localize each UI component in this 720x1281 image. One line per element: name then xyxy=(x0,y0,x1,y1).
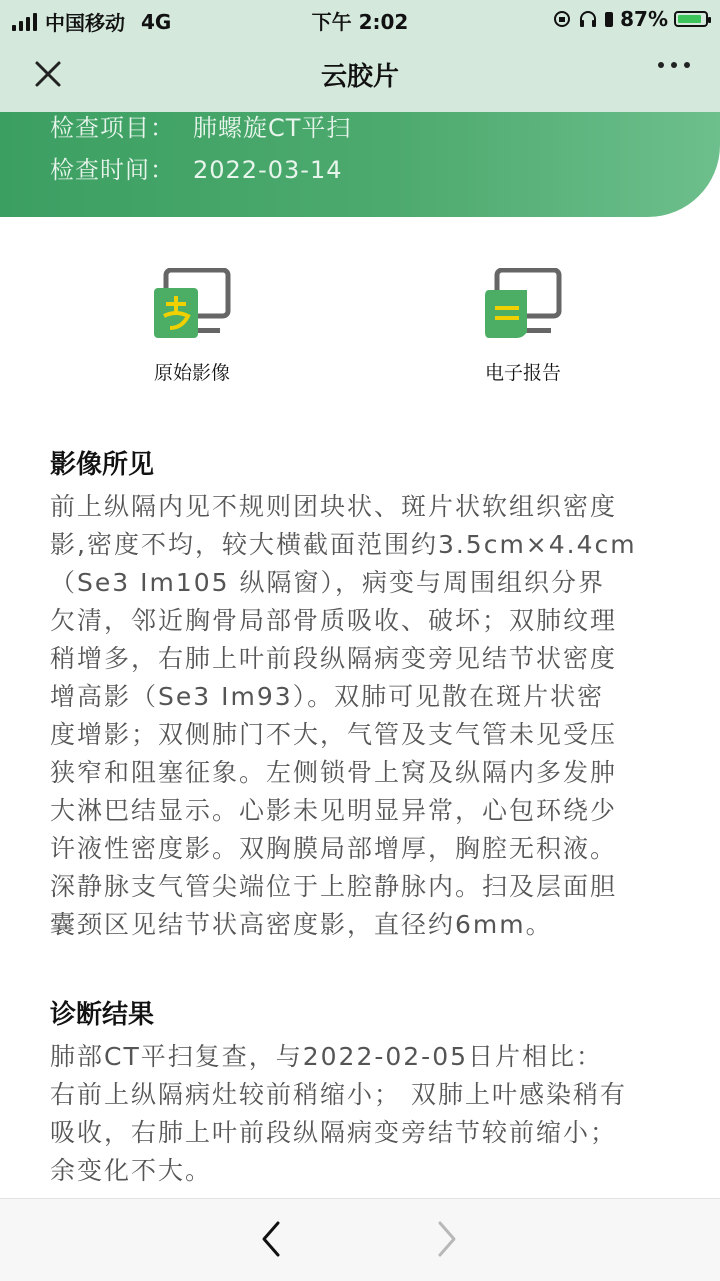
exam-item-label: 检查项目： xyxy=(50,114,175,142)
exam-time-label: 检查时间： xyxy=(50,156,175,184)
monitor-image-icon xyxy=(152,268,232,340)
findings-line: 狭窄和阻塞征象。左侧锁骨上窝及纵隔内多发肿 xyxy=(50,758,618,787)
findings-line: 度增影；双侧肺门不大，气管及支气管未见受压 xyxy=(50,720,618,749)
diagnosis-line: 吸收，右肺上叶前段纵隔病变旁结节较前缩小； xyxy=(50,1118,618,1147)
chevron-right-icon[interactable] xyxy=(432,1219,462,1259)
status-bar xyxy=(0,0,720,38)
findings-line: 大淋巴结显示。心影未见明显异常，心包环绕少 xyxy=(50,796,618,825)
findings-line: 前上纵隔内见不规则团块状、斑片状软组织密度 xyxy=(50,492,618,521)
page-title: 云胶片 xyxy=(320,62,399,92)
findings-line: 囊颈区见结节状高密度影，直径约6mm。 xyxy=(50,910,553,939)
headphones-icon xyxy=(578,9,598,29)
diagnosis-text xyxy=(50,1038,675,1190)
more-dots-icon[interactable] xyxy=(658,62,690,68)
battery-percent: 87% xyxy=(620,7,668,31)
carrier-label: 中国移动 xyxy=(45,11,125,35)
e-report-button[interactable] xyxy=(443,268,603,385)
diagnosis-title: 诊断结果 xyxy=(50,1000,155,1030)
diagnosis-line: 右前上纵隔病灶较前稍缩小； 双肺上叶感染稍有 xyxy=(50,1080,627,1109)
findings-text xyxy=(50,488,675,944)
findings-line: 稍增多，右肺上叶前段纵隔病变旁见结节状密度 xyxy=(50,644,618,673)
findings-line: （Se3 Im105 纵隔窗），病变与周围组织分界 xyxy=(50,568,605,597)
exam-header-card xyxy=(0,112,720,217)
findings-line: 增高影（Se3 Im93）。双肺可见散在斑片状密 xyxy=(50,682,605,711)
monitor-document-icon xyxy=(483,268,563,340)
findings-line: 深静脉支气管尖端位于上腔静脉内。扫及层面胆 xyxy=(50,872,618,901)
status-time: 下午 2:02 xyxy=(311,10,409,34)
diagnosis-line: 余变化不大。 xyxy=(50,1156,213,1185)
network-label: 4G xyxy=(141,9,172,34)
findings-title: 影像所见 xyxy=(50,450,155,480)
findings-line: 欠清，邻近胸骨局部骨质吸收、破坏；双肺纹理 xyxy=(50,606,618,635)
exam-time-row xyxy=(50,150,342,185)
chevron-left-icon[interactable] xyxy=(256,1219,286,1259)
exam-time-value: 2022-03-14 xyxy=(193,156,343,184)
diagnosis-line: 肺部CT平扫复查，与2022-02-05日片相比： xyxy=(50,1042,604,1071)
findings-line: 影,密度不均，较大横截面范围约3.5cm×4.4cm xyxy=(50,530,637,559)
nav-bar xyxy=(0,38,720,110)
bottom-nav-bar xyxy=(0,1198,720,1281)
original-images-button[interactable] xyxy=(112,268,272,385)
battery-icon xyxy=(674,11,708,27)
e-report-label: 电子报告 xyxy=(484,362,561,384)
rotation-lock-icon xyxy=(552,9,572,29)
original-images-label: 原始影像 xyxy=(153,362,230,384)
exam-item-row xyxy=(50,108,351,143)
findings-line: 许液性密度影。双胸膜局部增厚，胸腔无积液。 xyxy=(50,834,618,863)
exam-item-value: 肺螺旋CT平扫 xyxy=(193,114,352,142)
lock-icon xyxy=(604,9,614,29)
status-right xyxy=(552,7,708,31)
